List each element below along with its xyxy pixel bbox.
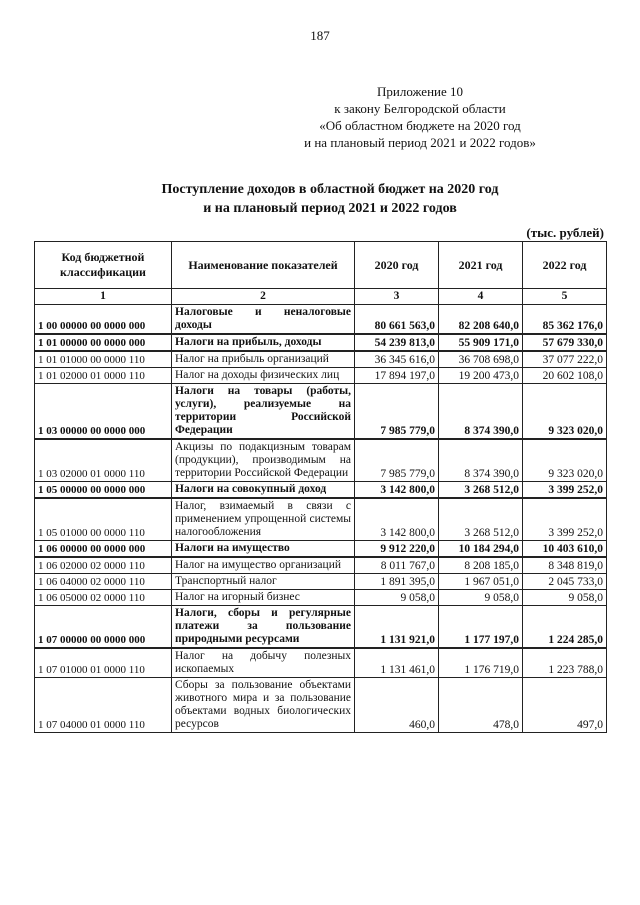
row-code: 1 03 02000 01 0000 110	[35, 439, 172, 482]
row-value-2022: 57 679 330,0	[523, 334, 607, 351]
appendix-block	[260, 83, 580, 151]
row-name: Налоговые и неналоговые доходы	[172, 305, 355, 335]
row-value-2022: 2 045 733,0	[523, 574, 607, 590]
document-title	[0, 180, 640, 218]
appendix-line-2: к закону Белгородской области	[334, 101, 506, 116]
header-code: Код бюджетной классификации	[35, 242, 172, 289]
row-value-2022: 9 323 020,0	[523, 384, 607, 440]
row-value-2022: 37 077 222,0	[523, 351, 607, 368]
row-value-2021: 8 374 390,0	[439, 439, 523, 482]
table-row	[35, 648, 607, 678]
appendix-line-1: Приложение 10	[376, 84, 464, 99]
row-value-2022: 3 399 252,0	[523, 498, 607, 541]
row-code: 1 07 00000 00 0000 000	[35, 606, 172, 649]
row-code: 1 06 00000 00 0000 000	[35, 541, 172, 558]
row-value-2020: 1 131 461,0	[355, 648, 439, 678]
col-number: 2	[172, 289, 355, 305]
row-code: 1 05 01000 00 0000 110	[35, 498, 172, 541]
column-number-row	[35, 289, 607, 305]
table-row	[35, 351, 607, 368]
col-number: 5	[523, 289, 607, 305]
row-value-2021: 1 177 197,0	[439, 606, 523, 649]
row-value-2022: 3 399 252,0	[523, 482, 607, 499]
table-row	[35, 541, 607, 558]
row-name: Налоги на товары (работы, услуги), реализуемые на территории Российской Федерации	[172, 384, 355, 440]
row-value-2020: 7 985 779,0	[355, 439, 439, 482]
row-value-2021: 55 909 171,0	[439, 334, 523, 351]
row-value-2022: 1 223 788,0	[523, 648, 607, 678]
row-name: Налог на имущество организаций	[172, 557, 355, 574]
col-number: 1	[35, 289, 172, 305]
row-name: Налоги, сборы и регулярные платежи за пользование природными ресурсами	[172, 606, 355, 649]
row-value-2020: 3 142 800,0	[355, 498, 439, 541]
row-name: Налоги на совокупный доход	[172, 482, 355, 499]
row-code: 1 00 00000 00 0000 000	[35, 305, 172, 335]
row-value-2022: 497,0	[523, 678, 607, 733]
row-code: 1 03 00000 00 0000 000	[35, 384, 172, 440]
units-label: (тыс. рублей)	[526, 225, 604, 240]
title-line-1: Поступление доходов в областной бюджет на 2020 год	[161, 182, 499, 197]
row-value-2021: 8 208 185,0	[439, 557, 523, 574]
row-value-2020: 7 985 779,0	[355, 384, 439, 440]
row-code: 1 01 00000 00 0000 000	[35, 334, 172, 351]
row-value-2020: 460,0	[355, 678, 439, 733]
row-value-2022: 1 224 285,0	[523, 606, 607, 649]
row-value-2020: 1 891 395,0	[355, 574, 439, 590]
row-value-2020: 1 131 921,0	[355, 606, 439, 649]
row-name: Транспортный налог	[172, 574, 355, 590]
row-value-2021: 36 708 698,0	[439, 351, 523, 368]
row-value-2020: 80 661 563,0	[355, 305, 439, 335]
table-body	[35, 305, 607, 733]
table-row	[35, 678, 607, 733]
table-row	[35, 574, 607, 590]
appendix-line-3: «Об областном бюджете на 2020 год	[319, 118, 521, 133]
row-code: 1 06 04000 02 0000 110	[35, 574, 172, 590]
row-value-2021: 9 058,0	[439, 590, 523, 606]
table-row	[35, 305, 607, 335]
row-value-2022: 8 348 819,0	[523, 557, 607, 574]
row-code: 1 07 04000 01 0000 110	[35, 678, 172, 733]
col-number: 4	[439, 289, 523, 305]
row-value-2021: 1 967 051,0	[439, 574, 523, 590]
row-value-2021: 19 200 473,0	[439, 368, 523, 384]
row-value-2020: 9 058,0	[355, 590, 439, 606]
row-value-2020: 36 345 616,0	[355, 351, 439, 368]
row-name: Налог, взимаемый в связи с применением упрощенной системы налогообложения	[172, 498, 355, 541]
header-name: Наименование показателей	[172, 242, 355, 289]
table-row	[35, 439, 607, 482]
title-line-2: и на плановый период 2021 и 2022 годов	[203, 201, 457, 216]
row-name: Налог на прибыль организаций	[172, 351, 355, 368]
row-value-2020: 17 894 197,0	[355, 368, 439, 384]
header-2022: 2022 год	[523, 242, 607, 289]
col-number: 3	[355, 289, 439, 305]
row-value-2021: 10 184 294,0	[439, 541, 523, 558]
row-value-2022: 9 323 020,0	[523, 439, 607, 482]
table-row	[35, 482, 607, 499]
row-name: Акцизы по подакцизным товарам (продукции), производимым на территории Российской Федерации	[172, 439, 355, 482]
row-value-2021: 8 374 390,0	[439, 384, 523, 440]
row-name: Налог на добычу полезных ископаемых	[172, 648, 355, 678]
header-2021: 2021 год	[439, 242, 523, 289]
table-row	[35, 606, 607, 649]
appendix-line-4: и на плановый период 2021 и 2022 годов»	[304, 135, 536, 150]
row-code: 1 06 02000 02 0000 110	[35, 557, 172, 574]
row-value-2021: 82 208 640,0	[439, 305, 523, 335]
row-value-2020: 9 912 220,0	[355, 541, 439, 558]
revenue-table	[34, 241, 607, 733]
table-row	[35, 368, 607, 384]
table-header-row	[35, 242, 607, 289]
row-name: Налоги на имущество	[172, 541, 355, 558]
row-code: 1 05 00000 00 0000 000	[35, 482, 172, 499]
row-value-2022: 20 602 108,0	[523, 368, 607, 384]
row-name: Налог на доходы физических лиц	[172, 368, 355, 384]
header-2020: 2020 год	[355, 242, 439, 289]
row-value-2020: 54 239 813,0	[355, 334, 439, 351]
row-value-2022: 85 362 176,0	[523, 305, 607, 335]
row-value-2022: 10 403 610,0	[523, 541, 607, 558]
row-code: 1 07 01000 01 0000 110	[35, 648, 172, 678]
table-row	[35, 384, 607, 440]
row-name: Сборы за пользование объектами животного мира и за пользование объектами водных биологических ресурсов	[172, 678, 355, 733]
row-name: Налоги на прибыль, доходы	[172, 334, 355, 351]
page-number: 187	[310, 28, 330, 43]
table-row	[35, 498, 607, 541]
table-row	[35, 590, 607, 606]
row-value-2020: 3 142 800,0	[355, 482, 439, 499]
row-value-2022: 9 058,0	[523, 590, 607, 606]
row-value-2021: 3 268 512,0	[439, 498, 523, 541]
table-row	[35, 334, 607, 351]
row-value-2021: 478,0	[439, 678, 523, 733]
table-row	[35, 557, 607, 574]
row-value-2021: 1 176 719,0	[439, 648, 523, 678]
row-value-2021: 3 268 512,0	[439, 482, 523, 499]
row-value-2020: 8 011 767,0	[355, 557, 439, 574]
row-code: 1 01 02000 01 0000 110	[35, 368, 172, 384]
row-name: Налог на игорный бизнес	[172, 590, 355, 606]
row-code: 1 06 05000 02 0000 110	[35, 590, 172, 606]
row-code: 1 01 01000 00 0000 110	[35, 351, 172, 368]
